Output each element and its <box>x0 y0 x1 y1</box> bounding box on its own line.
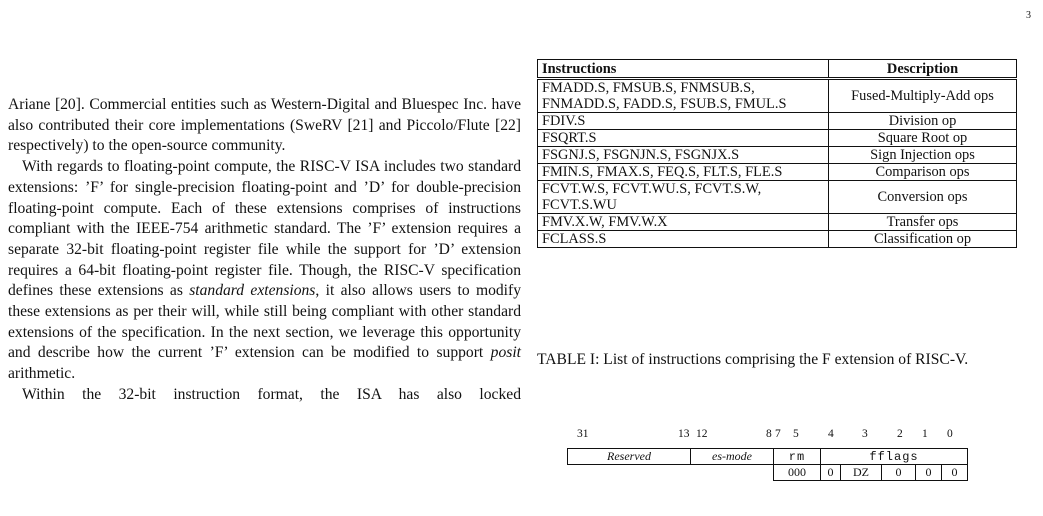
desc-cell: Fused-Multiply-Add ops <box>829 79 1017 113</box>
paragraph-2 <box>8 157 521 385</box>
bit-label: 1 <box>922 428 928 440</box>
bit-label: 4 <box>828 428 834 440</box>
paragraph-2-part-c: arithmetic. <box>8 365 76 383</box>
bit-label: 7 <box>775 428 781 440</box>
bit-label: 5 <box>793 428 799 440</box>
value-flag-1: 0 <box>916 465 942 481</box>
field-value-row <box>568 465 968 481</box>
instr-cell: FSGNJ.S, FSGNJN.S, FSGNJX.S <box>538 147 829 164</box>
desc-cell: Division op <box>829 113 1017 130</box>
table-header-row <box>538 60 1017 79</box>
field-rm: rm <box>774 449 821 465</box>
bit-index-row <box>567 428 997 444</box>
fcsr-register-diagram <box>567 428 997 479</box>
bit-label: 3 <box>862 428 868 440</box>
value-flag-0: 0 <box>942 465 968 481</box>
emphasis-standard-extensions: standard extensions <box>189 282 316 300</box>
bit-label: 8 <box>766 428 772 440</box>
table-caption: TABLE I: List of instructions comprising the F extension of RISC-V. <box>537 351 969 368</box>
table-row <box>538 181 1017 214</box>
value-flag-3: DZ <box>841 465 882 481</box>
desc-cell: Classification op <box>829 231 1017 248</box>
header-instructions: Instructions <box>538 60 829 79</box>
desc-cell: Transfer ops <box>829 214 1017 231</box>
instr-cell: FMIN.S, FMAX.S, FEQ.S, FLT.S, FLE.S <box>538 164 829 181</box>
field-reserved: Reserved <box>568 449 691 465</box>
field-fflags: fflags <box>821 449 968 465</box>
value-rm: 000 <box>774 465 821 481</box>
instruction-table <box>537 59 1017 248</box>
bit-label: 0 <box>947 428 953 440</box>
bit-label: 12 <box>696 428 708 440</box>
bit-label: 13 <box>678 428 690 440</box>
blank-cell <box>568 465 691 481</box>
page-number: 3 <box>1026 10 1031 21</box>
bit-label: 31 <box>577 428 589 440</box>
register-fields <box>567 448 968 481</box>
paragraph-1: Ariane [20]. Commercial entities such as Western-Digital and Bluespec Inc. have also contributed their core implementations (SweRV [21] and Piccolo/Flute [22] respectively) to the open-source community. <box>8 96 521 155</box>
field-es-mode: es-mode <box>691 449 774 465</box>
instr-cell: FMADD.S, FMSUB.S, FNMSUB.S, FNMADD.S, FADD.S, FSUB.S, FMUL.S <box>538 79 829 113</box>
instr-cell: FSQRT.S <box>538 130 829 147</box>
table-row <box>538 231 1017 248</box>
value-flag-4: 0 <box>821 465 841 481</box>
instr-cell: FCVT.W.S, FCVT.WU.S, FCVT.S.W, FCVT.S.WU <box>538 181 829 214</box>
instr-cell: FMV.X.W, FMV.W.X <box>538 214 829 231</box>
emphasis-posit: posit <box>490 344 521 362</box>
table-row <box>538 130 1017 147</box>
desc-cell: Sign Injection ops <box>829 147 1017 164</box>
value-flag-2: 0 <box>882 465 916 481</box>
header-description: Description <box>829 60 1017 79</box>
instr-cell: FCLASS.S <box>538 231 829 248</box>
table-row <box>538 164 1017 181</box>
blank-cell <box>691 465 774 481</box>
instr-cell: FDIV.S <box>538 113 829 130</box>
desc-cell: Conversion ops <box>829 181 1017 214</box>
desc-cell: Square Root op <box>829 130 1017 147</box>
paragraph-3: Within the 32-bit instruction format, the ISA has also locked <box>22 385 521 403</box>
table-row <box>538 214 1017 231</box>
table-row <box>538 147 1017 164</box>
desc-cell: Comparison ops <box>829 164 1017 181</box>
body-text-column <box>8 95 521 406</box>
table-row <box>538 79 1017 113</box>
table-row <box>538 113 1017 130</box>
field-name-row <box>568 449 968 465</box>
bit-label: 2 <box>897 428 903 440</box>
paragraph-2-part-b: , it also allows users to modify these extensions as per their will, while still being compliant with other standard extensions of the specification. In the next section, we leverage this opportunity and describe how the current ’F’ extension can be modified to support <box>8 282 521 362</box>
paragraph-2-part-a: With regards to floating-point compute, the RISC-V ISA includes two standard extensions: ’F’ for single-precision floating-point and ’D’ for double-precision floating-point compute. Each of these extensions comprises of instructions compliant with the IEEE-754 arithmetic standard. The ’F’ extension requires a separate 32-bit floating-point register file while the support for ’D’ extension requires a 64-bit floating-point register file. Though, the RISC-V specification defines these extensions as <box>8 158 521 300</box>
